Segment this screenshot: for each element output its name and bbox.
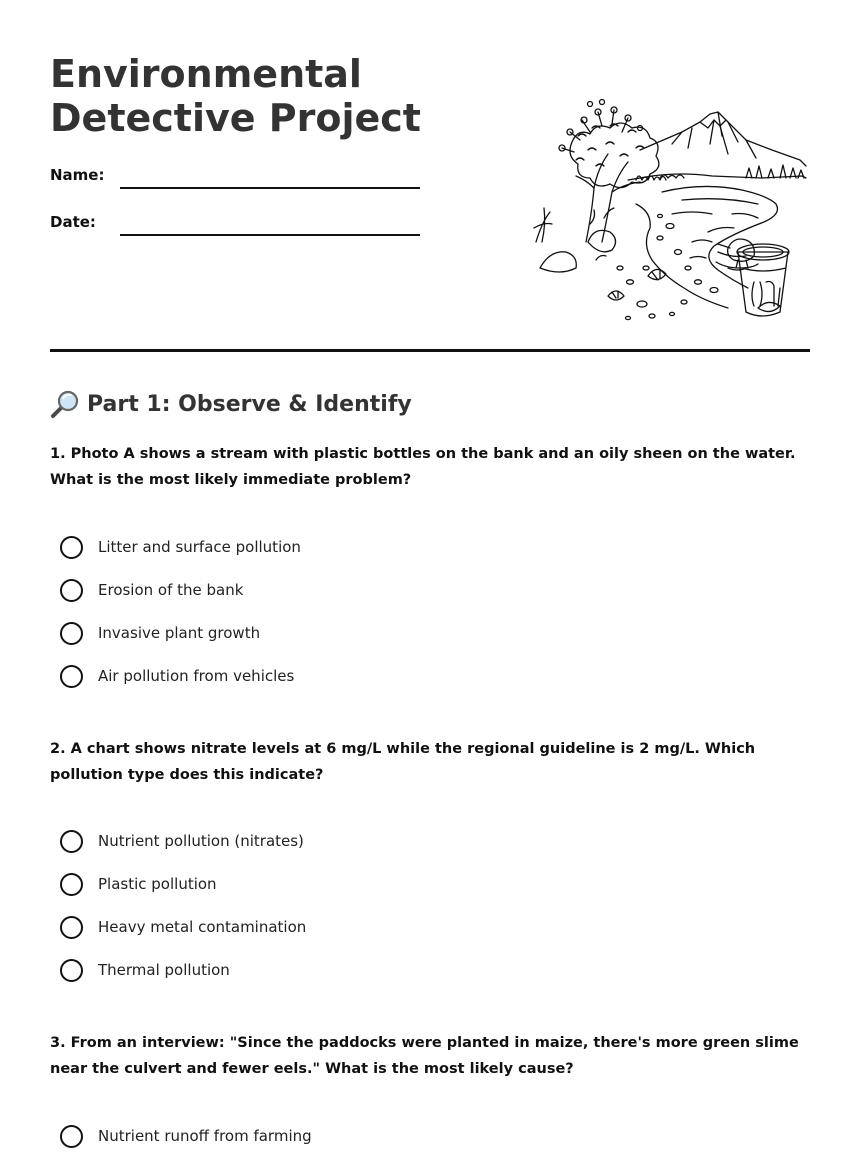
option-label: Thermal pollution (98, 961, 230, 979)
option-label: Nutrient pollution (nitrates) (98, 832, 304, 850)
radio-button[interactable] (60, 830, 83, 853)
option-label: Plastic pollution (98, 875, 217, 893)
date-field[interactable] (120, 234, 420, 236)
option-label: Invasive plant growth (98, 624, 261, 642)
section-title (50, 388, 412, 420)
question-2-text: 2. A chart shows nitrate levels at 6 mg/L while the regional guideline is 2 mg/L. Which pollution type does this indicate? (50, 741, 756, 783)
date-field-row (50, 211, 420, 235)
radio-button[interactable] (60, 959, 83, 982)
option-2a[interactable] (60, 828, 304, 854)
option-1c[interactable] (60, 620, 260, 646)
worksheet-header (50, 0, 810, 352)
question-3 (50, 1030, 810, 1145)
question-1 (50, 441, 810, 685)
option-1d[interactable] (60, 663, 294, 689)
title-line-2: Detective Project (50, 96, 421, 140)
radio-button[interactable] (60, 873, 83, 896)
radio-button[interactable] (60, 536, 83, 559)
option-1b[interactable] (60, 577, 243, 603)
option-label: Air pollution from vehicles (98, 667, 295, 685)
option-3a[interactable] (60, 1123, 312, 1149)
option-label: Heavy metal contamination (98, 918, 307, 936)
option-label: Nutrient runoff from farming (98, 1127, 312, 1145)
option-2b[interactable] (60, 871, 217, 897)
option-label: Litter and surface pollution (98, 538, 301, 556)
name-field[interactable] (120, 187, 420, 189)
question-2 (50, 736, 810, 979)
header-divider (50, 349, 810, 352)
worksheet-page (50, 0, 810, 1161)
radio-button[interactable] (60, 579, 83, 602)
radio-button[interactable] (60, 916, 83, 939)
section-title-text: Part 1: Observe & Identify (87, 391, 412, 417)
title-line-1: Environmental (50, 52, 362, 96)
option-2c[interactable] (60, 914, 306, 940)
question-1-text: 1. Photo A shows a stream with plastic bottles on the bank and an oily sheen on the water. What is the most likely immediate problem? (50, 446, 796, 488)
option-2d[interactable] (60, 957, 230, 983)
name-field-row (50, 164, 420, 188)
option-1a[interactable] (60, 534, 301, 560)
radio-button[interactable] (60, 665, 83, 688)
magnifying-glass-icon (50, 389, 80, 419)
option-label: Erosion of the bank (98, 581, 244, 599)
radio-button[interactable] (60, 1125, 83, 1148)
stream-landscape-illustration (532, 92, 810, 324)
name-label: Name: (50, 166, 105, 184)
radio-button[interactable] (60, 622, 83, 645)
question-3-text: 3. From an interview: "Since the paddocks were planted in maize, there's more green slime near the culvert and fewer eels." What is the most likely cause? (50, 1035, 799, 1077)
date-label: Date: (50, 213, 96, 231)
page-title (50, 52, 421, 140)
